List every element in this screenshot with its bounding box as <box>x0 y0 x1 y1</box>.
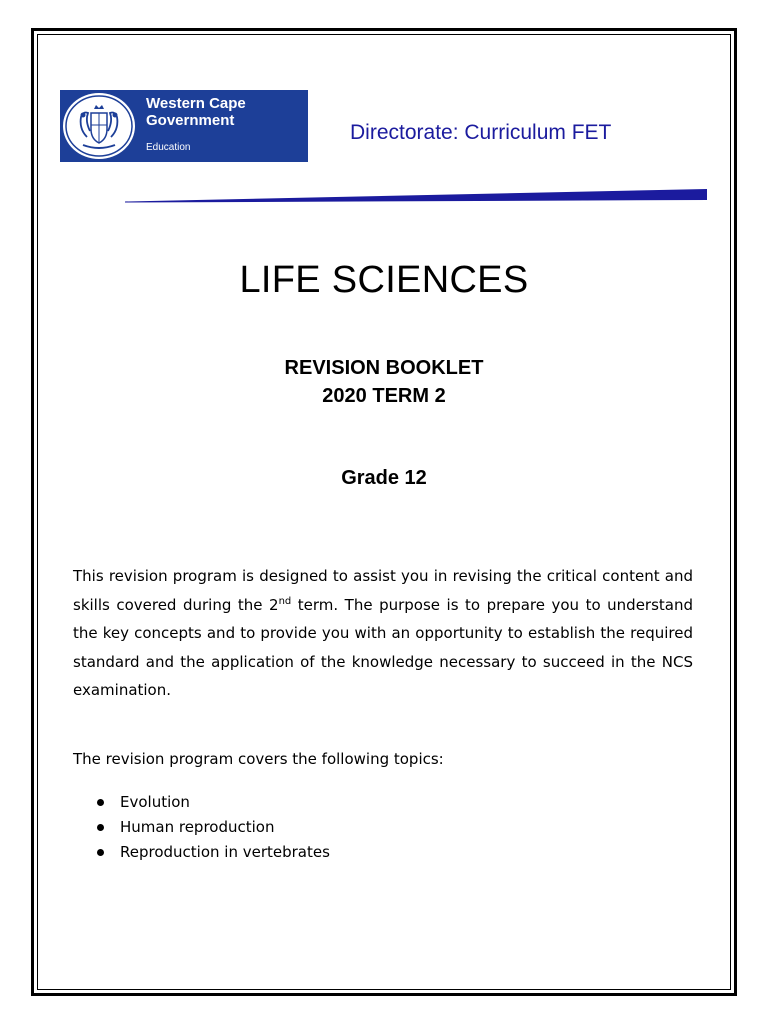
document-title: LIFE SCIENCES <box>239 259 529 301</box>
org-name: Western Cape Government <box>146 95 246 129</box>
subtitle-booklet: REVISION BOOKLET <box>284 357 484 379</box>
coat-of-arms-icon <box>61 91 137 161</box>
list-item <box>0 815 330 840</box>
topic-label: Human reproduction <box>120 818 275 836</box>
intro-text-start: This revision program is designed to assist you in revising the critical content and skills covered during the 2 <box>73 567 693 614</box>
topics-list <box>0 790 330 865</box>
org-department: Education <box>146 142 191 153</box>
bullet-icon <box>97 824 104 831</box>
intro-text-end: term. The purpose is to prepare you to understand the key concepts and to provide you with an opportunity to establish the required standard and the application of the knowledge necessary to succeed in the NCS examination. <box>73 595 694 699</box>
intro-paragraph <box>73 562 693 705</box>
header-divider-rule <box>125 187 707 203</box>
list-item <box>0 790 330 815</box>
bullet-icon <box>97 849 104 856</box>
topic-label: Reproduction in vertebrates <box>120 843 330 861</box>
grade-heading: Grade 12 <box>341 467 427 489</box>
topic-label: Evolution <box>120 793 190 811</box>
list-item <box>0 840 330 865</box>
directorate-heading: Directorate: Curriculum FET <box>350 121 612 144</box>
intro-superscript: nd <box>278 595 292 607</box>
bullet-icon <box>97 799 104 806</box>
topics-intro: The revision program covers the following topics: <box>73 750 444 768</box>
subtitle-term: 2020 TERM 2 <box>322 385 446 407</box>
western-cape-government-logo <box>60 90 308 162</box>
